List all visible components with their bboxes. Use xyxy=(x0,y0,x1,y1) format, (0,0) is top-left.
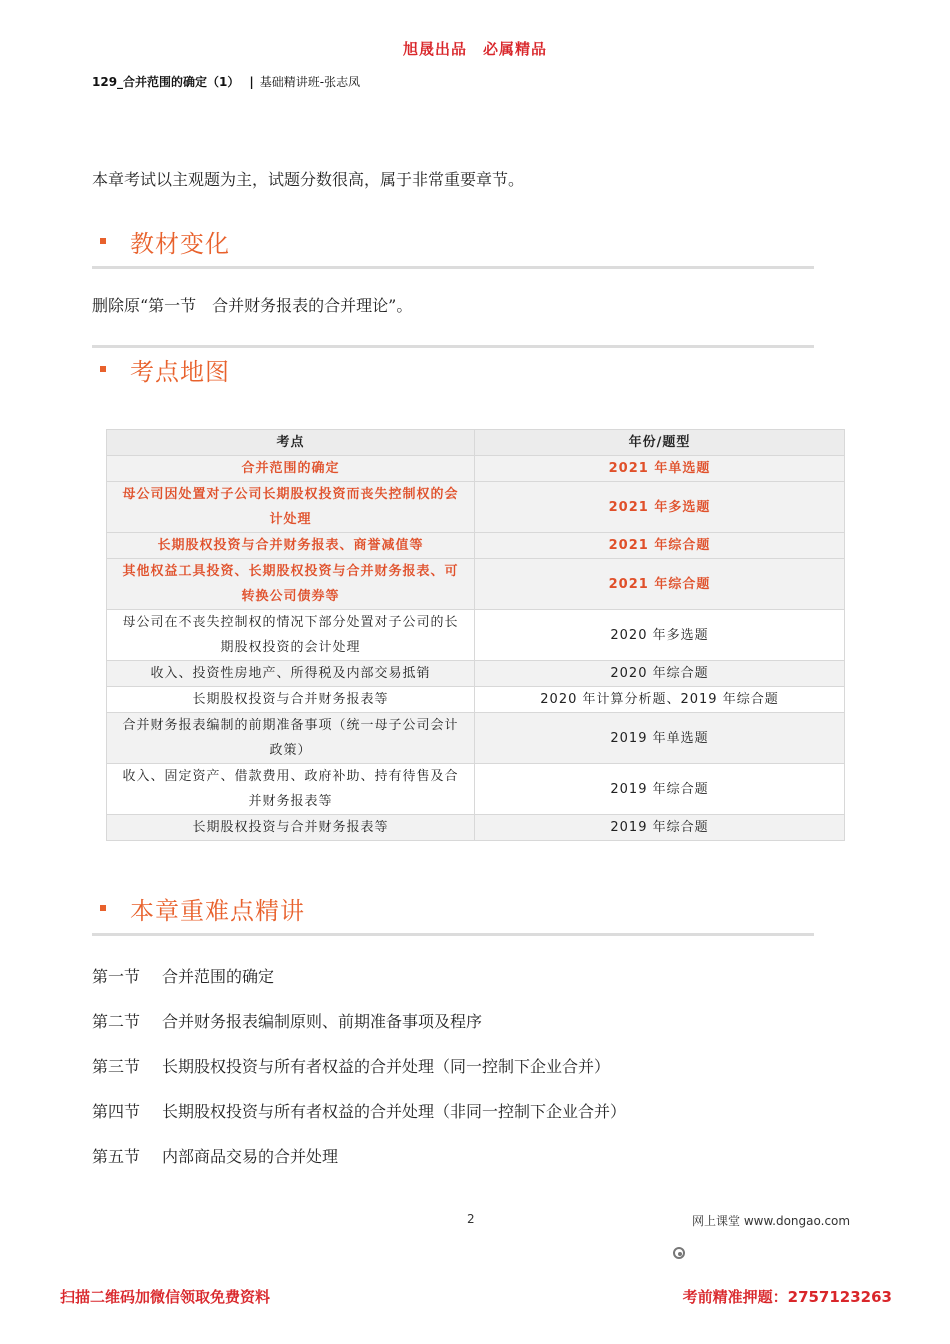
table-row xyxy=(107,687,845,713)
column-header-topic: 考点 xyxy=(107,430,475,456)
toc-section-title: 长期股权投资与所有者权益的合并处理（非同一控制下企业合并） xyxy=(162,1102,627,1121)
section-heading-key-points xyxy=(92,887,814,936)
topic-cell: 合并范围的确定 xyxy=(107,456,475,482)
toc-item xyxy=(92,1099,626,1122)
table-row xyxy=(107,815,845,841)
toc-section-title: 内部商品交易的合并处理 xyxy=(162,1147,339,1166)
toc-section-title: 合并财务报表编制原则、前期准备事项及程序 xyxy=(162,1012,483,1031)
year-cell: 2020 年综合题 xyxy=(475,661,845,687)
table-row xyxy=(107,456,845,482)
topic-cell: 长期股权投资与合并财务报表等 xyxy=(107,687,475,713)
topic-cell: 母公司因处置对子公司长期股权投资而丧失控制权的会计处理 xyxy=(107,482,475,533)
table-row xyxy=(107,482,845,533)
intro-text: 本章考试以主观题为主，试题分数很高，属于非常重要章节。 xyxy=(92,170,525,189)
top-banner: 旭晟出品 必属精品 xyxy=(402,40,547,58)
year-cell: 2020 年计算分析题、2019 年综合题 xyxy=(475,687,845,713)
toc-item xyxy=(92,1009,482,1032)
toc-item xyxy=(92,1054,610,1077)
textbook-change-text: 删除原“第一节 合并财务报表的合并理论”。 xyxy=(92,296,413,315)
qr-promo-text: 扫描二维码加微信领取免费资料 xyxy=(60,1288,271,1306)
topic-cell: 母公司在不丧失控制权的情况下部分处置对子公司的长期股权投资的会计处理 xyxy=(107,610,475,661)
topic-cell: 合并财务报表编制的前期准备事项（统一母子公司会计政策） xyxy=(107,713,475,764)
table-header-row xyxy=(107,430,845,456)
section-heading-textbook-changes xyxy=(92,220,814,269)
square-bullet-icon xyxy=(100,905,106,911)
exam-promo-text: 考前精准押题：2757123263 xyxy=(682,1288,892,1306)
table-row xyxy=(107,661,845,687)
topic-cell: 收入、投资性房地产、所得税及内部交易抵销 xyxy=(107,661,475,687)
toc-section-number: 第一节 xyxy=(92,967,141,986)
square-bullet-icon xyxy=(100,238,106,244)
table-row xyxy=(107,713,845,764)
topic-cell: 长期股权投资与合并财务报表、商誉减值等 xyxy=(107,533,475,559)
year-cell: 2021 年综合题 xyxy=(475,533,845,559)
table-row xyxy=(107,533,845,559)
toc-section-number: 第四节 xyxy=(92,1102,141,1121)
table-row xyxy=(107,764,845,815)
year-cell: 2021 年多选题 xyxy=(475,482,845,533)
topic-cell: 收入、固定资产、借款费用、政府补助、持有待售及合并财务报表等 xyxy=(107,764,475,815)
toc-section-number: 第三节 xyxy=(92,1057,141,1076)
year-cell: 2021 年综合题 xyxy=(475,559,845,610)
course-header xyxy=(92,73,360,90)
exam-map-table xyxy=(106,429,845,841)
year-cell: 2019 年综合题 xyxy=(475,764,845,815)
topic-cell: 长期股权投资与合并财务报表等 xyxy=(107,815,475,841)
toc-section-title: 长期股权投资与所有者权益的合并处理（同一控制下企业合并） xyxy=(162,1057,611,1076)
year-cell: 2020 年多选题 xyxy=(475,610,845,661)
class-name: 基础精讲班-张志凤 xyxy=(259,75,361,89)
topic-cell: 其他权益工具投资、长期股权投资与合并财务报表、可转换公司债券等 xyxy=(107,559,475,610)
section-title: 考点地图 xyxy=(130,358,230,386)
toc-item xyxy=(92,1144,338,1167)
section-heading-exam-map xyxy=(92,348,814,394)
header-separator: | xyxy=(249,75,254,89)
table-row xyxy=(107,610,845,661)
site-footer: 网上课堂 www.dongao.com xyxy=(692,1214,851,1228)
toc-section-number: 第二节 xyxy=(92,1012,141,1031)
table-row xyxy=(107,559,845,610)
square-bullet-icon xyxy=(100,366,106,372)
toc-item xyxy=(92,964,274,987)
column-header-year: 年份/题型 xyxy=(475,430,845,456)
page-number: 2 xyxy=(467,1212,475,1226)
logo-swirl-icon xyxy=(672,1245,686,1264)
toc-section-title: 合并范围的确定 xyxy=(162,967,275,986)
year-cell: 2019 年单选题 xyxy=(475,713,845,764)
year-cell: 2021 年单选题 xyxy=(475,456,845,482)
year-cell: 2019 年综合题 xyxy=(475,815,845,841)
lesson-title: 129_合并范围的确定（1） xyxy=(92,75,240,89)
section-title: 教材变化 xyxy=(130,230,230,258)
section-title: 本章重难点精讲 xyxy=(130,897,305,925)
toc-section-number: 第五节 xyxy=(92,1147,141,1166)
